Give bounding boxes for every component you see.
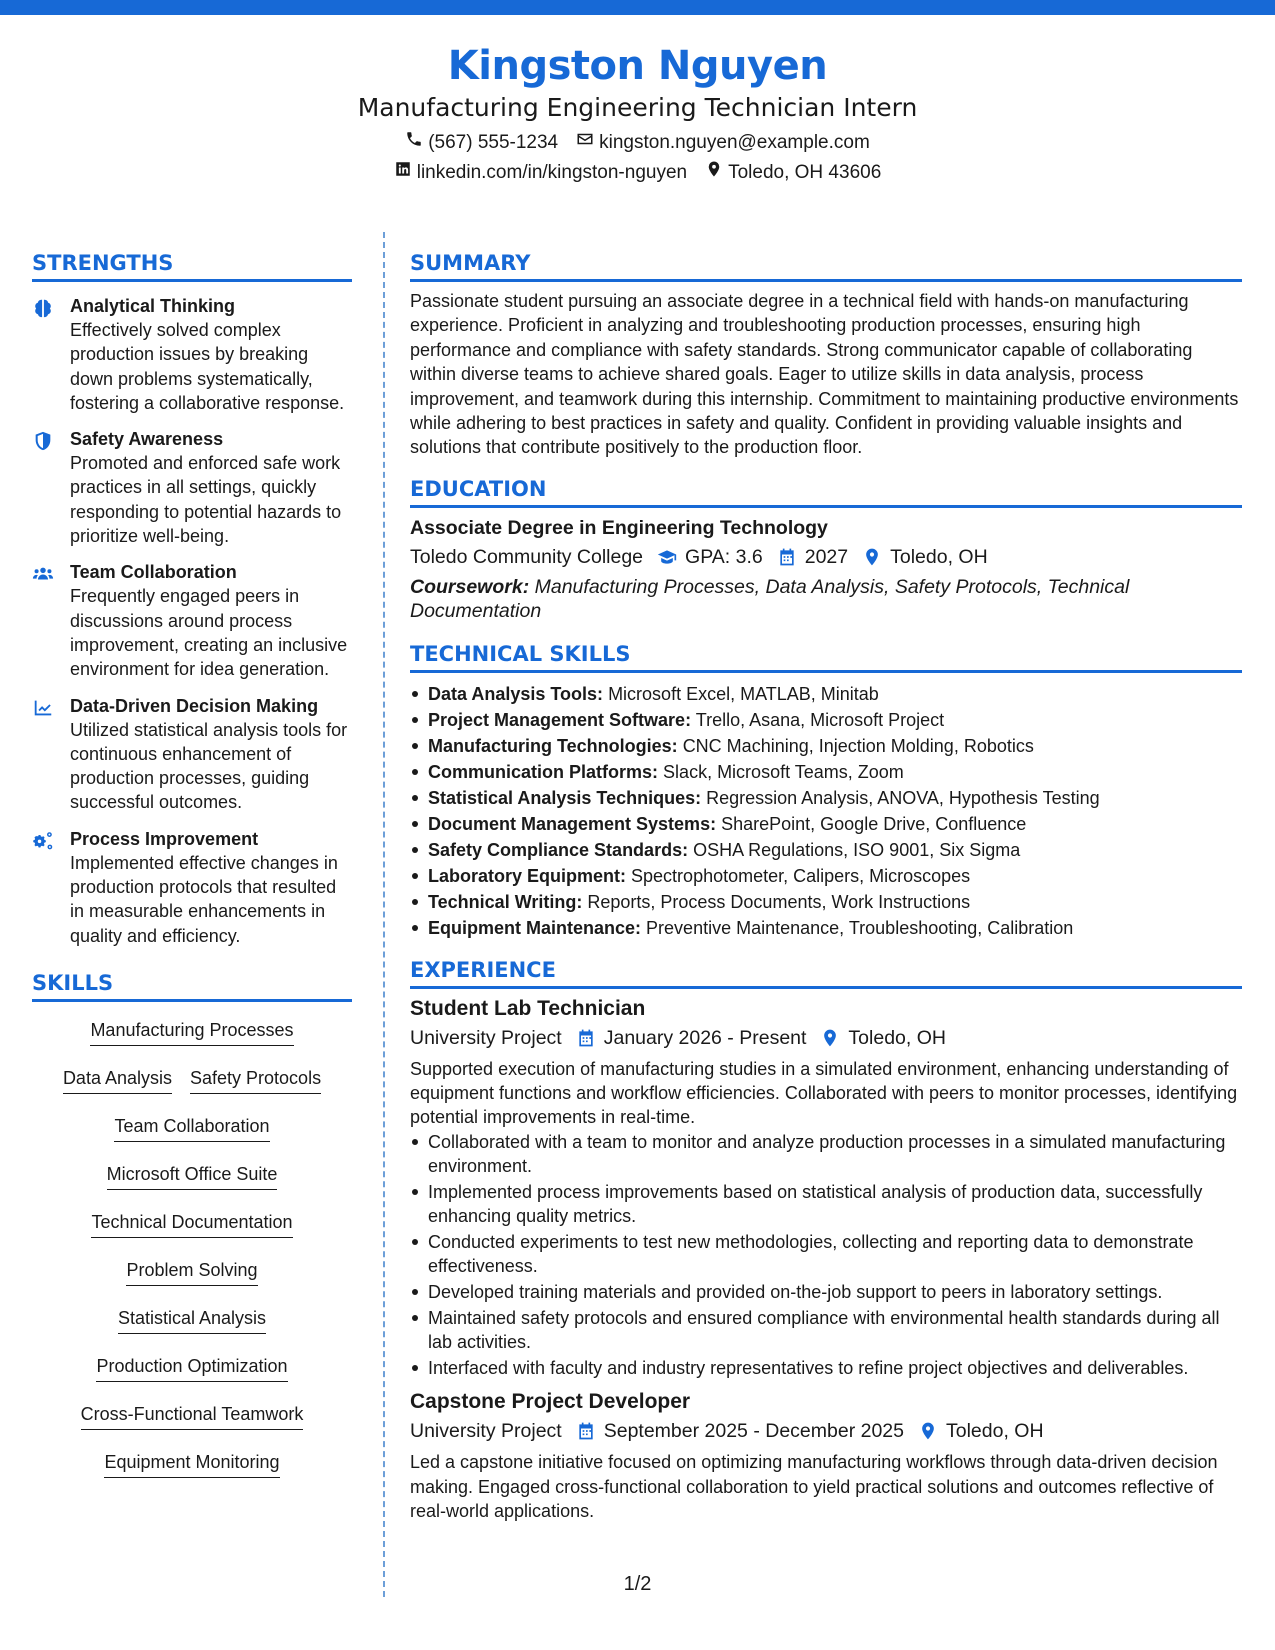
job-entry xyxy=(410,1388,1242,1523)
calendar-icon xyxy=(777,547,797,567)
strength-title: Data-Driven Decision Making xyxy=(70,695,319,716)
strength-item xyxy=(32,294,352,415)
skills-list xyxy=(32,1012,352,1492)
job-description: Led a capstone initiative focused on optimizing manufacturing workflows through data-driven decision making. Engaged cross-functional collaboration to yield practical solutions and outcomes reflective of real-world applications. xyxy=(410,1452,1218,1521)
skill-values: Microsoft Excel, MATLAB, Minitab xyxy=(608,683,879,704)
skill-chip: Data Analysis xyxy=(63,1060,172,1094)
contact-line-2 xyxy=(0,160,1275,186)
page-number: 1/2 xyxy=(623,1573,652,1595)
skill-chip: Equipment Monitoring xyxy=(104,1444,279,1478)
job-meta xyxy=(410,1416,1242,1446)
strength-desc: Implemented effective changes in production protocols that resulted in measurable enhancements in quality and efficiency. xyxy=(70,852,338,946)
location-text: Toledo, OH 43606 xyxy=(728,162,882,183)
skill-chip: Statistical Analysis xyxy=(118,1300,266,1334)
graduation-cap-icon xyxy=(657,547,677,567)
job-meta xyxy=(410,1023,1242,1053)
skill-category: Project Management Software: xyxy=(428,709,692,730)
skill-category: Safety Compliance Standards: xyxy=(428,839,689,860)
phone-text: (567) 555-1234 xyxy=(428,132,559,153)
list-item xyxy=(410,915,1242,941)
strength-desc: Promoted and enforced safe work practices in all settings, quickly responding to potential hazards to prioritize well-being. xyxy=(70,453,342,547)
job-bullets xyxy=(410,1130,1242,1380)
phone-contact[interactable] xyxy=(405,130,558,156)
left-column xyxy=(32,248,352,1492)
skill-chip: Technical Documentation xyxy=(91,1204,292,1238)
gears-icon xyxy=(32,827,70,948)
skill-values: Preventive Maintenance, Troubleshooting, Calibration xyxy=(646,917,1074,938)
strength-title: Team Collaboration xyxy=(70,562,237,583)
list-item xyxy=(410,863,1242,889)
skill-chip: Manufacturing Processes xyxy=(90,1012,293,1046)
technical-skills-list xyxy=(410,681,1242,941)
skill-category: Communication Platforms: xyxy=(428,761,659,782)
education-heading: EDUCATION xyxy=(410,474,1242,508)
list-item xyxy=(410,811,1242,837)
summary-heading: SUMMARY xyxy=(410,248,1242,282)
coursework-text: Manufacturing Processes, Data Analysis, Safety Protocols, Technical Documentation xyxy=(410,575,1130,622)
job-location: Toledo, OH xyxy=(945,1420,1044,1443)
skill-category: Document Management Systems: xyxy=(428,813,717,834)
top-accent-bar xyxy=(0,0,1275,15)
skill-category: Equipment Maintenance: xyxy=(428,917,642,938)
skill-category: Manufacturing Technologies: xyxy=(428,735,678,756)
map-pin-icon xyxy=(918,1421,938,1441)
coursework-label: Coursework: xyxy=(410,575,530,598)
list-item: Developed training materials and provided on-the-job support to peers in laboratory settings. xyxy=(410,1280,1242,1304)
skill-values: Reports, Process Documents, Work Instructions xyxy=(587,891,971,912)
strength-item xyxy=(32,427,352,548)
email-contact[interactable] xyxy=(576,130,870,156)
candidate-role: Manufacturing Engineering Technician Intern xyxy=(357,93,918,122)
job-org: University Project xyxy=(410,1420,562,1443)
skills-heading: SKILLS xyxy=(32,968,352,1002)
skill-category: Technical Writing: xyxy=(428,891,583,912)
skill-values: Regression Analysis, ANOVA, Hypothesis Testing xyxy=(706,787,1100,808)
strength-desc: Utilized statistical analysis tools for continuous enhancement of production processes, guiding successful outcomes. xyxy=(70,719,348,813)
job-dates: September 2025 - December 2025 xyxy=(603,1420,904,1443)
brain-icon xyxy=(32,294,70,415)
education-location: Toledo, OH xyxy=(890,545,988,568)
right-column xyxy=(410,248,1242,1523)
strength-item xyxy=(32,694,352,815)
strengths-heading: STRENGTHS xyxy=(32,248,352,282)
strength-desc: Effectively solved complex production issues by breaking down problems systematically, fostering a collaborative response. xyxy=(70,320,345,413)
skill-chip: Team Collaboration xyxy=(114,1108,269,1142)
shield-icon xyxy=(32,427,70,548)
list-item: Interfaced with faculty and industry representatives to refine project objectives and deliverables. xyxy=(410,1356,1242,1380)
email-text: kingston.nguyen@example.com xyxy=(599,132,870,153)
list-item xyxy=(410,733,1242,759)
location-contact xyxy=(705,160,881,186)
skill-category: Data Analysis Tools: xyxy=(428,683,604,704)
list-item: Collaborated with a team to monitor and analyze production processes in a simulated manufacturing environment. xyxy=(410,1130,1242,1179)
list-item xyxy=(410,707,1242,733)
candidate-name: Kingston Nguyen xyxy=(447,43,828,89)
strength-item xyxy=(32,560,352,681)
degree-title: Associate Degree in Engineering Technology xyxy=(410,516,828,539)
school-name: Toledo Community College xyxy=(410,545,644,568)
job-title: Capstone Project Developer xyxy=(410,1390,691,1414)
education-meta xyxy=(410,542,1242,572)
calendar-icon xyxy=(576,1421,596,1441)
skill-category: Statistical Analysis Techniques: xyxy=(428,787,702,808)
job-title: Student Lab Technician xyxy=(410,996,646,1020)
coursework xyxy=(410,575,1242,623)
map-pin-icon xyxy=(820,1028,840,1048)
job-dates: January 2026 - Present xyxy=(603,1026,807,1049)
linkedin-text: linkedin.com/in/kingston-nguyen xyxy=(416,162,688,183)
skill-values: SharePoint, Google Drive, Confluence xyxy=(721,813,1027,834)
job-location: Toledo, OH xyxy=(848,1026,946,1049)
contact-line-1 xyxy=(0,130,1275,156)
list-item: Conducted experiments to test new methodologies, collecting and reporting data to demonstrate effectiveness. xyxy=(410,1230,1242,1279)
skill-category: Laboratory Equipment: xyxy=(428,865,627,886)
skill-chip: Safety Protocols xyxy=(190,1060,321,1094)
strength-title: Safety Awareness xyxy=(70,429,224,450)
experience-heading: EXPERIENCE xyxy=(410,955,1242,989)
skill-values: Slack, Microsoft Teams, Zoom xyxy=(663,761,904,782)
list-item xyxy=(410,681,1242,707)
technical-skills-heading: TECHNICAL SKILLS xyxy=(410,639,1242,673)
resume-header xyxy=(0,40,1275,186)
list-item xyxy=(410,837,1242,863)
list-item xyxy=(410,785,1242,811)
skill-values: Trello, Asana, Microsoft Project xyxy=(695,709,945,730)
list-item xyxy=(410,759,1242,785)
envelope-icon xyxy=(576,130,594,156)
list-item: Implemented process improvements based on statistical analysis of production data, successfully enhancing quality metrics. xyxy=(410,1180,1242,1229)
skill-values: CNC Machining, Injection Molding, Robotics xyxy=(682,735,1034,756)
job-entry xyxy=(410,995,1242,1380)
phone-icon xyxy=(405,130,423,156)
skill-chip: Problem Solving xyxy=(126,1252,257,1286)
skill-values: OSHA Regulations, ISO 9001, Six Sigma xyxy=(693,839,1021,860)
job-org: University Project xyxy=(410,1026,562,1049)
strength-title: Analytical Thinking xyxy=(70,296,236,316)
linkedin-contact[interactable] xyxy=(394,160,687,186)
gpa-text: GPA: 3.6 xyxy=(685,545,763,568)
chart-line-icon xyxy=(32,694,70,815)
skill-chip: Production Optimization xyxy=(96,1348,287,1382)
skill-chip: Cross-Functional Teamwork xyxy=(81,1396,304,1430)
column-divider xyxy=(383,232,385,1597)
strength-desc: Frequently engaged peers in discussions around process improvement, creating an inclusive environment for idea generation. xyxy=(70,586,348,680)
map-pin-icon xyxy=(705,160,723,186)
calendar-icon xyxy=(576,1028,596,1048)
job-description: Supported execution of manufacturing studies in a simulated environment, enhancing understanding of equipment functions and workflow efficiencies. Collaborated with peers to monitor processes, identifying potential improvements in real-time. xyxy=(410,1058,1238,1128)
graduation-year: 2027 xyxy=(804,545,849,568)
skill-values: Spectrophotometer, Calipers, Microscopes xyxy=(631,865,971,886)
strength-title: Process Improvement xyxy=(70,828,259,849)
linkedin-icon xyxy=(394,160,412,186)
summary-text: Passionate student pursuing an associate degree in a technical field with hands-on manufacturing experience. Proficient in analyzing and troubleshooting production processes, ensuring high performance and compliance with safety standards. Strong communicator capable of collaborating within diverse teams to achieve shared goals. Eager to utilize skills in data analysis, process improvement, and teamwork during this internship. Commitment to maintaining productive environments while adhering to best practices in safety and quality. Confident in providing valuable insights and solutions that contribute positively to the production floor. xyxy=(410,291,1239,458)
map-pin-icon xyxy=(862,547,882,567)
list-item xyxy=(410,889,1242,915)
list-item: Maintained safety protocols and ensured compliance with environmental health standards during all lab activities. xyxy=(410,1306,1242,1355)
strength-item xyxy=(32,827,352,948)
skill-chip: Microsoft Office Suite xyxy=(107,1156,278,1190)
users-icon xyxy=(32,560,70,681)
